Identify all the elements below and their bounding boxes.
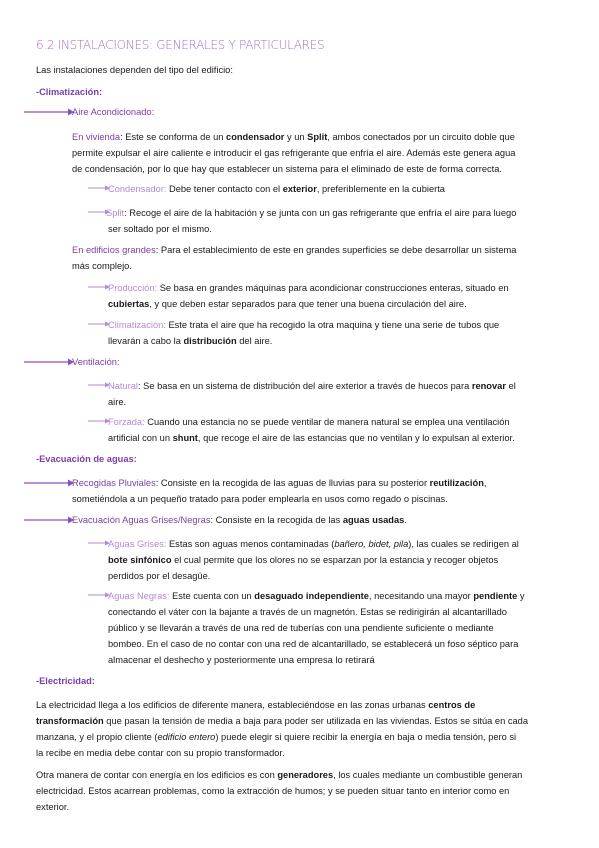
climatizacion-line-1: Climatización: Este trata el aire que ha recogido la otra maquina y tiene una serie de tubos que bbox=[108, 320, 500, 330]
negras-line-1: Aguas Negras: Este cuenta con un desaguado independiente, necesitando una mayor pendiente y bbox=[108, 591, 525, 601]
pluviales-line-2: sometiéndola a un pequeño tratado para poder emplearla en usos como regado o piscinas. bbox=[72, 494, 448, 504]
arrow-icon bbox=[88, 540, 110, 546]
grises-line-3: perdidos por el desagüe. bbox=[108, 571, 211, 581]
climatizacion-line-2: llevarán a cabo la distribución del aire. bbox=[108, 336, 273, 346]
electricidad-p1-line-4: la recibe en media debe contar con su propio transformador. bbox=[36, 748, 285, 758]
forzada-line-1: Forzada: Cuando una estancia no se puede ventilar de manera natural se emplea una ventilación bbox=[108, 417, 510, 427]
arrow-icon bbox=[24, 516, 74, 524]
intro: Las instalaciones dependen del tipo del edificio: bbox=[36, 65, 233, 75]
arrow-icon bbox=[24, 479, 74, 487]
condensador-line: Condensador: Debe tener contacto con el exterior, preferiblemente en la cubierta bbox=[108, 184, 445, 194]
arrow-icon bbox=[88, 382, 110, 388]
aire-acondicionado-label: Aire Acondicionado: bbox=[72, 107, 155, 117]
grises-negras-line: Evacuación Aguas Grises/Negras: Consiste en la recogida de las aguas usadas. bbox=[72, 515, 407, 525]
arrow-icon bbox=[88, 321, 110, 327]
pluviales-line-1: Recogidas Pluviales: Consiste en la recogida de las aguas de lluvias para su posterior reutilización, bbox=[72, 478, 487, 488]
negras-line-3: público y se llevarán a través de una red de tuberías con una pendiente suficiente o mediante bbox=[108, 623, 494, 633]
natural-line-1: Natural: Se basa en un sistema de distribución del aire exterior a través de huecos para renovar el bbox=[108, 381, 516, 391]
negras-line-5: almacenar el deshecho y posteriormente una empresa lo retirará bbox=[108, 655, 375, 665]
produccion-line-1: Producción: Se basa en grandes máquinas para acondicionar construcciones enteras, situado en bbox=[108, 283, 509, 293]
electricidad-p2-line-3: exterior. bbox=[36, 802, 70, 812]
vivienda-line-3: de condensación, por lo que hay que establecer un sistema para el eliminado de este de forma correcta. bbox=[72, 164, 502, 174]
edificios-line-1: En edificios grandes: Para el establecimiento de este en grandes superficies se debe desarrollar un sistema bbox=[72, 245, 517, 255]
vivienda-line-2: permite expulsar el aire caliente e introducir el gas refrigerante que enfría el aire. Además este genera agua bbox=[72, 148, 516, 158]
negras-line-4: bombeo. En el caso de no contar con una red de alcantarillado, se establecerá un foso séptico para bbox=[108, 639, 519, 649]
electricidad-p1-line-2: transformación que pasan la tensión de media a baja para poder ser utilizada en las viviendas. Estos se sitúa en cada bbox=[36, 716, 528, 726]
evacuacion-heading: -Evacuación de aguas: bbox=[36, 454, 137, 464]
page-title: 6.2 INSTALACIONES: GENERALES Y PARTICULARES bbox=[36, 38, 325, 52]
grises-line-2: bote sinfónico el cual permite que los olores no se esparzan por la estancia y recoger objetos bbox=[108, 555, 499, 565]
forzada-line-2: artificial con un shunt, que recoge el aire de las estancias que no ventilan y lo expulsan al exterior. bbox=[108, 433, 515, 443]
split-line-1: Split: Recoge el aire de la habitación y se junta con un gas refrigerante que enfría el aire para luego bbox=[106, 208, 517, 218]
arrow-icon bbox=[24, 358, 74, 366]
vivienda-line-1: En vivienda: Este se conforma de un condensador y un Split, ambos conectados por un circuito doble que bbox=[72, 132, 515, 142]
electricidad-p2-line-2: electricidad. Estos acarrean problemas, como la extracción de humos; y se pueden situar tanto en interior como en bbox=[36, 786, 510, 796]
grises-line-1: Aguas Grises: Estas son aguas menos contaminadas (bañero, bidet, pila), las cuales se redirigen al bbox=[108, 539, 519, 549]
climatizacion-heading: -Climatización: bbox=[36, 87, 103, 97]
edificios-line-2: más complejo. bbox=[72, 261, 132, 271]
electricidad-p2-line-1: Otra manera de contar con energía en los edificios es con generadores, los cuales mediante un combustible generan bbox=[36, 770, 523, 780]
ventilacion-label: Ventilación: bbox=[72, 357, 120, 367]
electricidad-p1-line-3: manzana, y el propio cliente (edificio entero) puede elegir si quiere recibir la energía en baja o media tensión, pero si bbox=[36, 732, 517, 742]
arrow-icon bbox=[88, 185, 110, 191]
negras-line-2: conectando el váter con la bajante a través de un magnetón. Estas se redirigirán al alcantarillado bbox=[108, 607, 507, 617]
natural-line-2: aire. bbox=[108, 397, 127, 407]
electricidad-heading: -Electricidad: bbox=[36, 676, 95, 686]
split-line-2: ser soltado por el mismo. bbox=[108, 224, 212, 234]
arrow-icon bbox=[88, 592, 110, 598]
produccion-line-2: cubiertas, y que deben estar separados para que tener una buena circulación del aire. bbox=[108, 299, 467, 309]
arrow-icon bbox=[88, 284, 110, 290]
arrow-icon bbox=[24, 108, 74, 116]
electricidad-p1-line-1: La electricidad llega a los edificios de diferente manera, estableciéndose en las zonas urbanas centros de bbox=[36, 700, 476, 710]
arrow-icon bbox=[88, 418, 110, 424]
